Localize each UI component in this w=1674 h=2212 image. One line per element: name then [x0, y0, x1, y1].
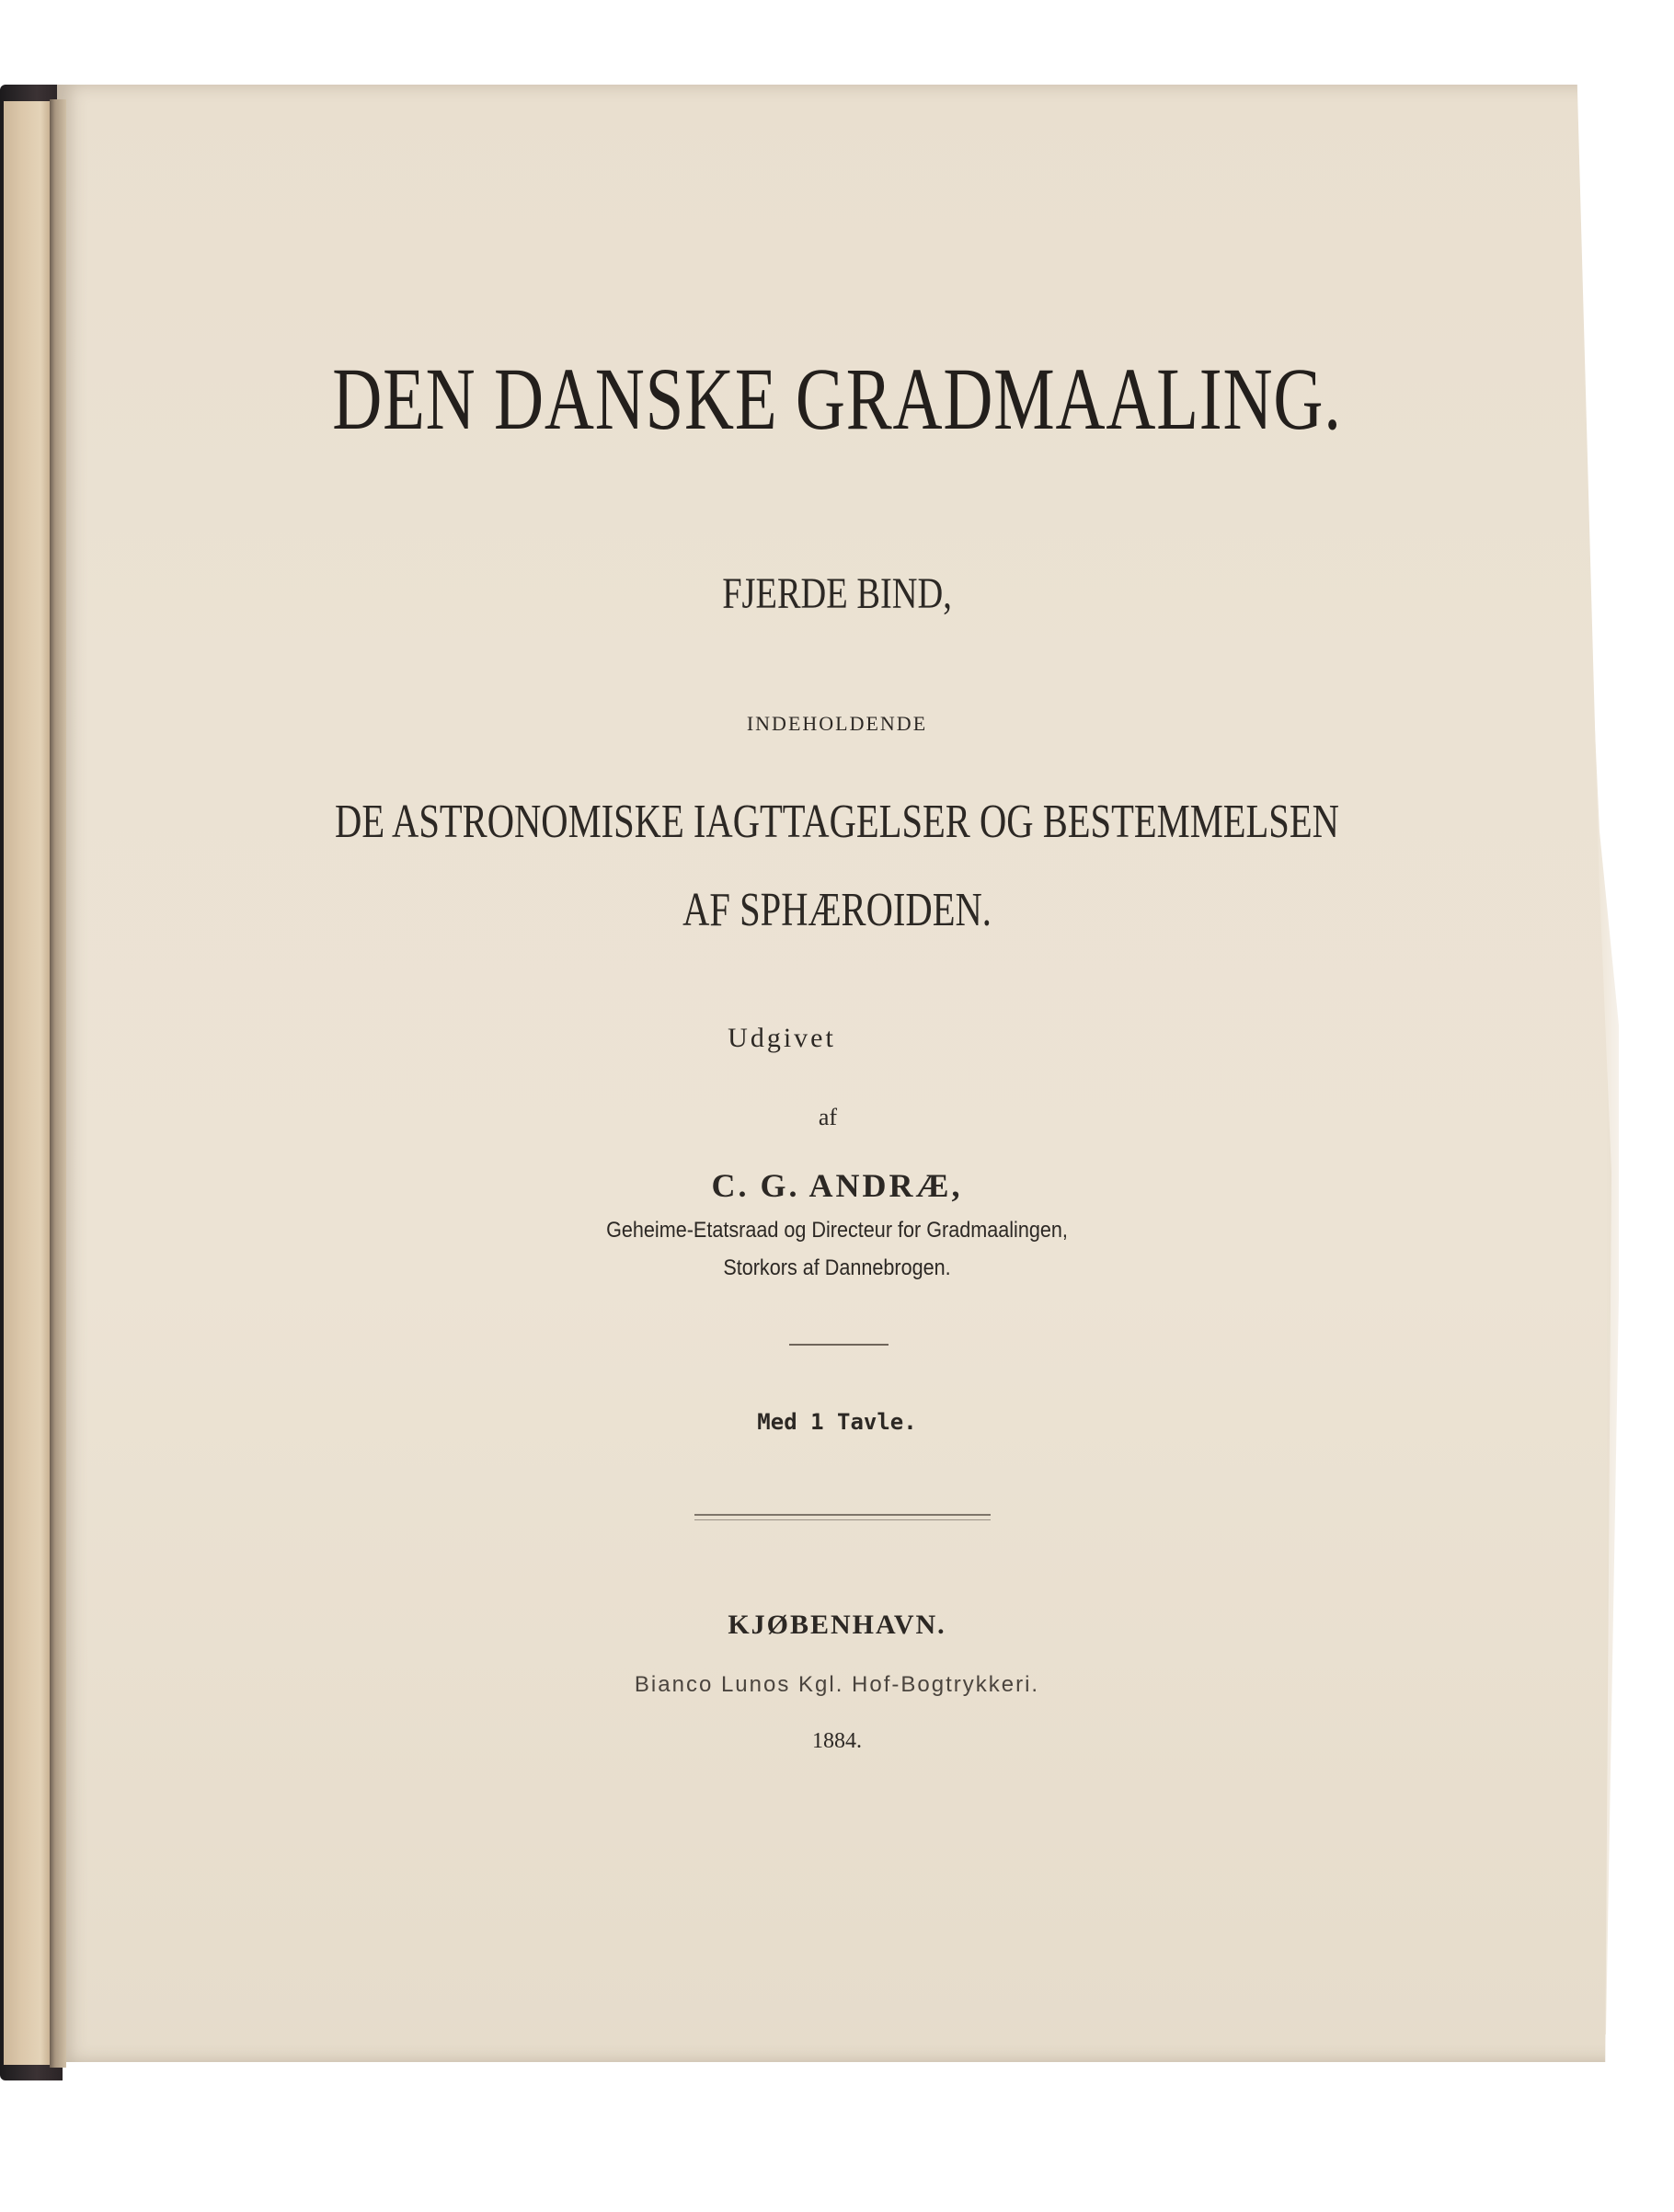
author-title-line-1: Geheime-Etatsraad og Directeur for Gradmaalingen, [606, 1218, 1068, 1243]
published-label: Udgivet [728, 1023, 836, 1053]
publication-city: KJØBENHAVN. [728, 1610, 946, 1640]
author-title-line-2: Storkors af Dannebrogen. [723, 1255, 951, 1280]
subtitle-line-1: DE ASTRONOMISKE IAGTTAGELSER OG BESTEMMELSEN [335, 796, 1339, 848]
plates-note: Med 1 Tavle. [757, 1409, 917, 1435]
by-label: af [818, 1104, 838, 1130]
containing-label: INDEHOLDENDE [746, 712, 928, 735]
author-name: C. G. ANDRÆ, [711, 1167, 963, 1204]
subtitle-line-2: AF SPHÆROIDEN. [682, 884, 992, 936]
printer-name: Bianco Lunos Kgl. Hof-Bogtrykkeri. [634, 1672, 1040, 1697]
short-divider-rule [789, 1344, 889, 1346]
main-title: DEN DANSKE GRADMAALING. [332, 350, 1342, 448]
volume-label: FJERDE BIND, [722, 569, 952, 618]
double-divider-rule [694, 1514, 991, 1520]
publication-year: 1884. [812, 1729, 862, 1753]
